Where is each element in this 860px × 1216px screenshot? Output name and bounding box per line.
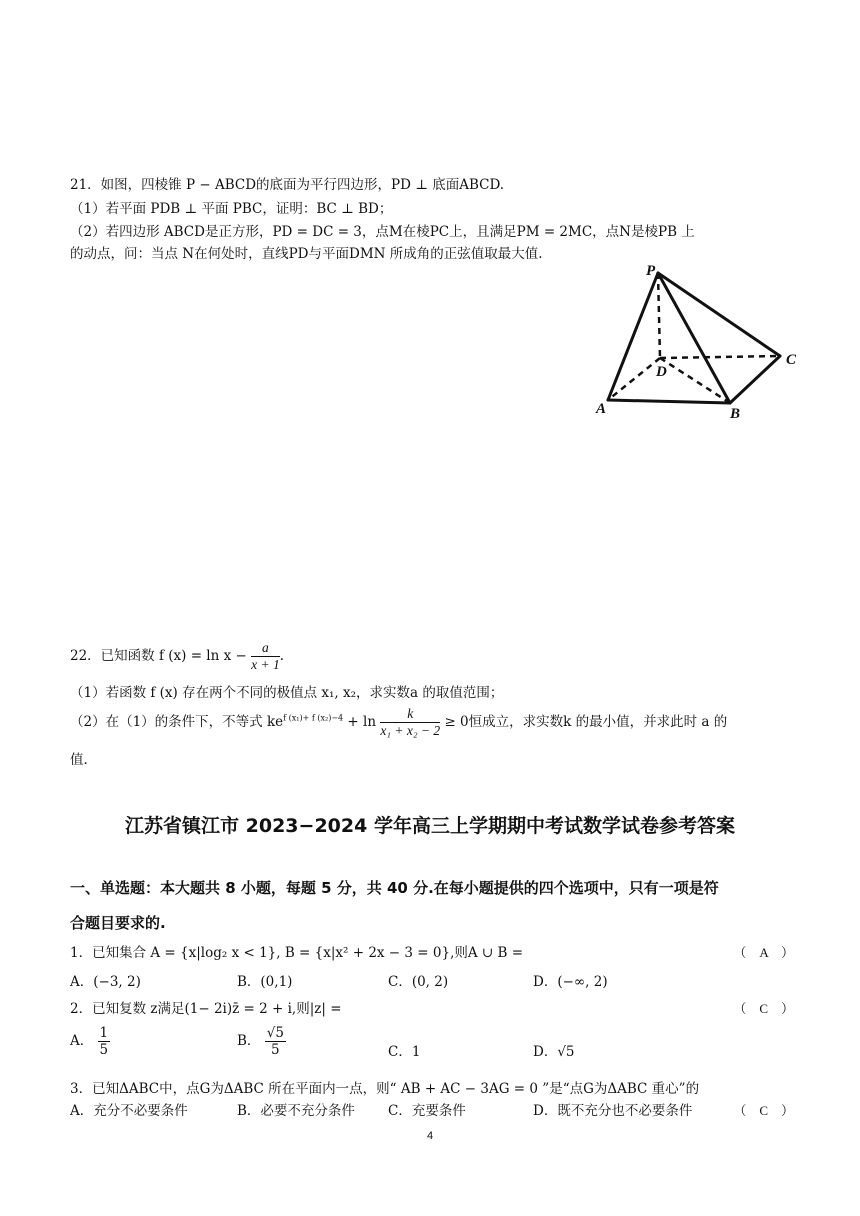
q22-fraction — [251, 640, 280, 673]
q2-option-a-frac — [98, 1025, 111, 1058]
section1-line1: 一、单选题：本大题共 8 小题，每题 5 分，共 40 分.在每小题提供的四个选项中，只有一项是符 — [70, 879, 719, 897]
label-A: A — [596, 401, 607, 417]
q1-option-d: D．(−∞, 2) — [533, 974, 608, 990]
q2-option-b-frac — [265, 1025, 286, 1058]
q2-option-a — [70, 1025, 110, 1058]
q22-frac-den: x + 1 — [251, 657, 280, 672]
q22-exponent: f (x₁)+ f (x₂)−4 — [283, 713, 344, 723]
q22-part2-suffix: ≥ 0恒成立，求实数k 的最小值，并求此时 a 的 — [444, 714, 728, 730]
q21-part2-line1: （2）若四边形 ABCD是正方形，PD = DC = 3，点M在棱PC上，且满足PM = 2MC，点N是棱PB 上 — [70, 224, 695, 240]
q22-stem — [70, 640, 284, 673]
q3-stem: 3．已知ΔABC中，点G为ΔABC 所在平面内一点，则“ AB + AC − 3AG = 0 ”是“点G为ΔABC 重心”的 — [70, 1081, 700, 1097]
q21-stem: 21．如图，四棱锥 P − ABCD的底面为平行四边形，PD ⊥ 底面ABCD. — [70, 177, 505, 193]
q3-option-d: D．既不充分也不必要条件 — [533, 1103, 693, 1119]
q21-part2-line2: 的动点，问：当点 N在何处时，直线PD与平面DMN 所成角的正弦值取最大值. — [70, 246, 543, 262]
q2-option-b-label: B． — [237, 1033, 261, 1049]
q2-option-b-num: √5 — [266, 1025, 284, 1041]
q22-part2-line2: 值. — [70, 752, 88, 768]
q2-stem: 2．已知复数 z满足(1− 2i)z̄ = 2 + i,则|z| = — [70, 1001, 342, 1017]
q2-answer: （ C ） — [733, 1001, 794, 1016]
page-number: 4 — [426, 1130, 434, 1142]
q1-option-c: C．(0, 2) — [388, 974, 449, 990]
q22-part2 — [70, 706, 727, 739]
q3-answer: （ C ） — [733, 1103, 794, 1118]
q2-option-b-den: 5 — [271, 1042, 280, 1058]
q22-part2-fraction — [380, 706, 440, 739]
q2-option-c: C．1 — [388, 1044, 421, 1060]
label-D: D — [656, 364, 667, 380]
pyramid-figure — [590, 258, 810, 423]
q1-stem: 1．已知集合 A = {x|log₂ x < 1}, B = {x|x² + 2x − 3 = 0},则A ∪ B = — [70, 945, 524, 961]
q2-option-a-den: 5 — [99, 1042, 109, 1058]
q22-stem-prefix: 22．已知函数 f (x) = ln x − — [70, 648, 247, 664]
q21-part1: （1）若平面 PDB ⊥ 平面 PBC，证明：BC ⊥ BD； — [70, 201, 393, 217]
label-P: P — [646, 263, 656, 279]
q3-option-c: C．充要条件 — [388, 1103, 466, 1119]
q22-part2-num: k — [380, 706, 440, 723]
q22-frac-num: a — [251, 640, 280, 657]
q3-option-b: B．必要不充分条件 — [237, 1103, 355, 1119]
section1-line2: 合题目要求的. — [70, 914, 166, 932]
q22-part2-den: x₁ + x₂ − 2 — [380, 723, 441, 738]
q22-part1: （1）若函数 f (x) 存在两个不同的极值点 x₁, x₂，求实数a 的取值范围； — [70, 685, 504, 701]
q1-option-b: B．(0,1) — [237, 974, 293, 990]
q1-answer: （ A ） — [733, 945, 794, 960]
q22-part2-prefix: （2）在（1）的条件下，不等式 ke — [70, 714, 284, 730]
q3-option-a: A．充分不必要条件 — [70, 1103, 188, 1119]
q22-part2-mid: + ln — [343, 714, 377, 730]
q2-option-a-num: 1 — [99, 1025, 109, 1041]
answer-title: 江苏省镇江市 2023−2024 学年高三上学期期中考试数学试卷参考答案 — [125, 815, 735, 837]
q2-option-d: D．√5 — [533, 1044, 575, 1060]
q2-option-b — [237, 1025, 286, 1058]
q22-stem-suffix: . — [279, 648, 285, 664]
q2-option-a-label: A． — [70, 1033, 94, 1049]
q1-option-a: A．(−3, 2) — [70, 974, 141, 990]
label-B: B — [730, 406, 741, 422]
label-C: C — [786, 352, 797, 368]
